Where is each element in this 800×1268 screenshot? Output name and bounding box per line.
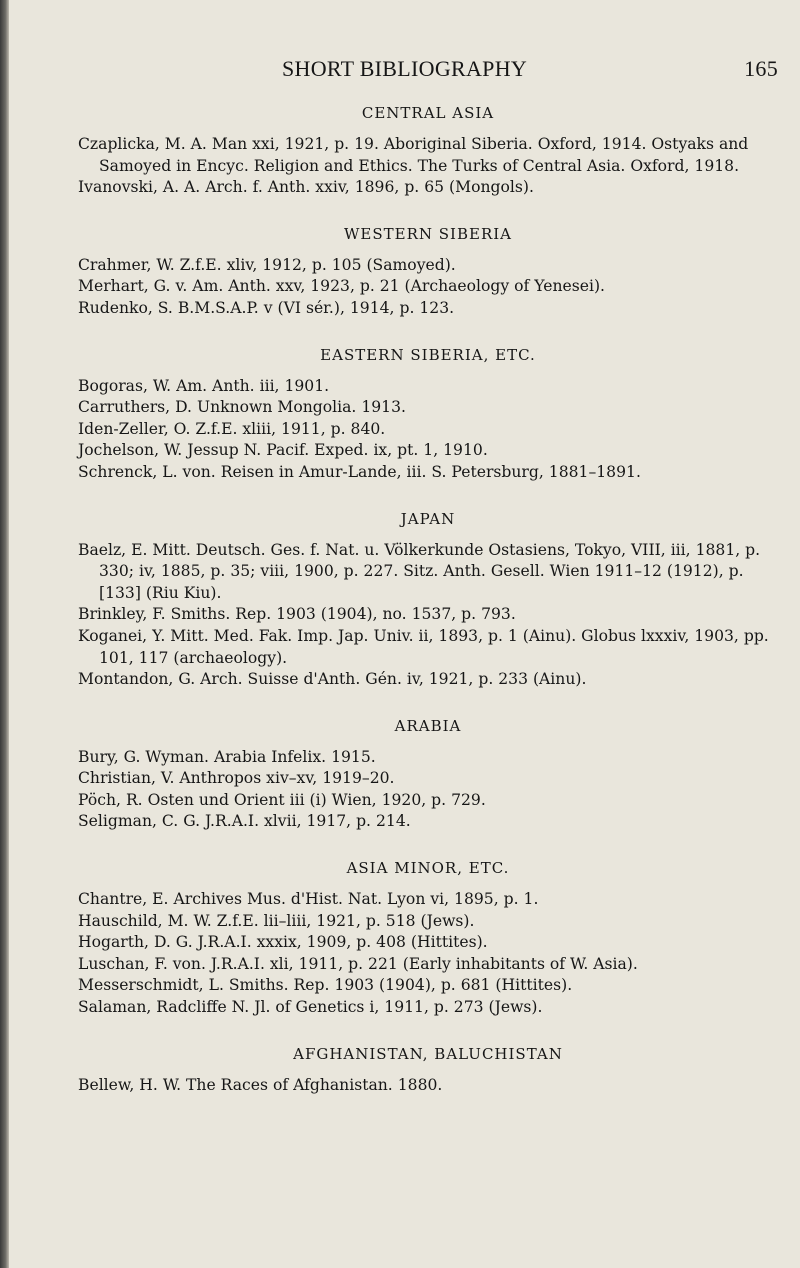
book-page — [78, 56, 778, 1122]
section-japan — [78, 510, 778, 691]
bibliography-entry: Hauschild, M. W. Z.f.E. lii–liii, 1921, p. 518 (Jews). — [78, 911, 475, 930]
running-head-title: SHORT BIBLIOGRAPHY — [282, 56, 528, 81]
bibliography-entry: Czaplicka, M. A. Man xxi, 1921, p. 19. Aboriginal Siberia. Oxford, 1914. Ostyaks and Samoyed in Encyc. Religion and Ethics. The Turks of Central Asia. Oxford, 1918. — [78, 135, 749, 175]
bibliography-entry: Crahmer, W. Z.f.E. xliv, 1912, p. 105 (Samoyed). — [78, 255, 456, 274]
section-asia-minor — [78, 859, 778, 1019]
running-head — [78, 56, 778, 82]
section-heading: EASTERN SIBERIA, ETC. — [320, 345, 536, 364]
book-spine-edge — [0, 0, 9, 1268]
bibliography-entry: Luschan, F. von. J.R.A.I. xli, 1911, p. 221 (Early inhabitants of W. Asia). — [78, 954, 638, 973]
bibliography-entry: Seligman, C. G. J.R.A.I. xlvii, 1917, p. 214. — [78, 812, 411, 831]
bibliography-entry: Ivanovski, A. A. Arch. f. Anth. xxiv, 1896, p. 65 (Mongols). — [78, 178, 534, 197]
section-afghanistan-baluchistan — [78, 1045, 778, 1097]
bibliography-entry: Bogoras, W. Am. Anth. iii, 1901. — [78, 376, 330, 395]
bibliography-entry: Bury, G. Wyman. Arabia Infelix. 1915. — [78, 747, 376, 766]
bibliography-entry: Merhart, G. v. Am. Anth. xxv, 1923, p. 21 (Archaeology of Yenesei). — [78, 277, 605, 296]
bibliography-entry: Hogarth, D. G. J.R.A.I. xxxix, 1909, p. 408 (Hittites). — [78, 933, 488, 952]
bibliography-entry: Pöch, R. Osten und Orient iii (i) Wien, 1920, p. 729. — [78, 790, 486, 809]
section-heading: WESTERN SIBERIA — [343, 224, 512, 243]
bibliography-entry: Iden-Zeller, O. Z.f.E. xliii, 1911, p. 840. — [78, 419, 386, 438]
bibliography-entry: Rudenko, S. B.M.S.A.P. v (VI sér.), 1914, p. 123. — [78, 298, 455, 317]
section-heading: AFGHANISTAN, BALUCHISTAN — [293, 1044, 563, 1063]
section-eastern-siberia — [78, 346, 778, 484]
section-central-asia — [78, 104, 778, 199]
bibliography-entry: Salaman, Radcliffe N. Jl. of Genetics i, 1911, p. 273 (Jews). — [78, 998, 543, 1017]
section-heading: ARABIA — [394, 716, 462, 735]
bibliography-entry: Carruthers, D. Unknown Mongolia. 1913. — [78, 398, 406, 417]
section-arabia — [78, 717, 778, 833]
bibliography-entry: Chantre, E. Archives Mus. d'Hist. Nat. Lyon vi, 1895, p. 1. — [78, 890, 539, 909]
bibliography-entry: Messerschmidt, L. Smiths. Rep. 1903 (1904), p. 681 (Hittites). — [78, 976, 573, 995]
bibliography-entry: Jochelson, W. Jessup N. Pacif. Exped. ix, pt. 1, 1910. — [78, 441, 488, 460]
section-heading: CENTRAL ASIA — [361, 104, 495, 122]
section-western-siberia — [78, 225, 778, 320]
bibliography-entry: Christian, V. Anthropos xiv–xv, 1919–20. — [78, 769, 395, 788]
page-number: 165 — [744, 56, 778, 81]
bibliography-entry: Brinkley, F. Smiths. Rep. 1903 (1904), no. 1537, p. 793. — [78, 605, 516, 624]
bibliography-entry: Baelz, E. Mitt. Deutsch. Ges. f. Nat. u. Völkerkunde Ostasiens, Tokyo, VIII, iii, 1881, p. 330; iv, 1885, p. 35; viii, 1900, p. 227. Sitz. Anth. Gesell. Wien 1911–12 (1912), p. [133] (Riu Kiu). — [78, 540, 761, 602]
section-heading: ASIA MINOR, ETC. — [346, 859, 510, 878]
bibliography-entry: Bellew, H. W. The Races of Afghanistan. 1880. — [78, 1075, 443, 1094]
bibliography-entry: Schrenck, L. von. Reisen in Amur-Lande, iii. S. Petersburg, 1881–1891. — [78, 462, 641, 481]
bibliography-entry: Koganei, Y. Mitt. Med. Fak. Imp. Jap. Univ. ii, 1893, p. 1 (Ainu). Globus lxxxiv, 1903, pp. 101, 117 (archaeology). — [78, 626, 769, 667]
section-heading: JAPAN — [400, 509, 456, 528]
bibliography-entry: Montandon, G. Arch. Suisse d'Anth. Gén. iv, 1921, p. 233 (Ainu). — [78, 670, 587, 689]
